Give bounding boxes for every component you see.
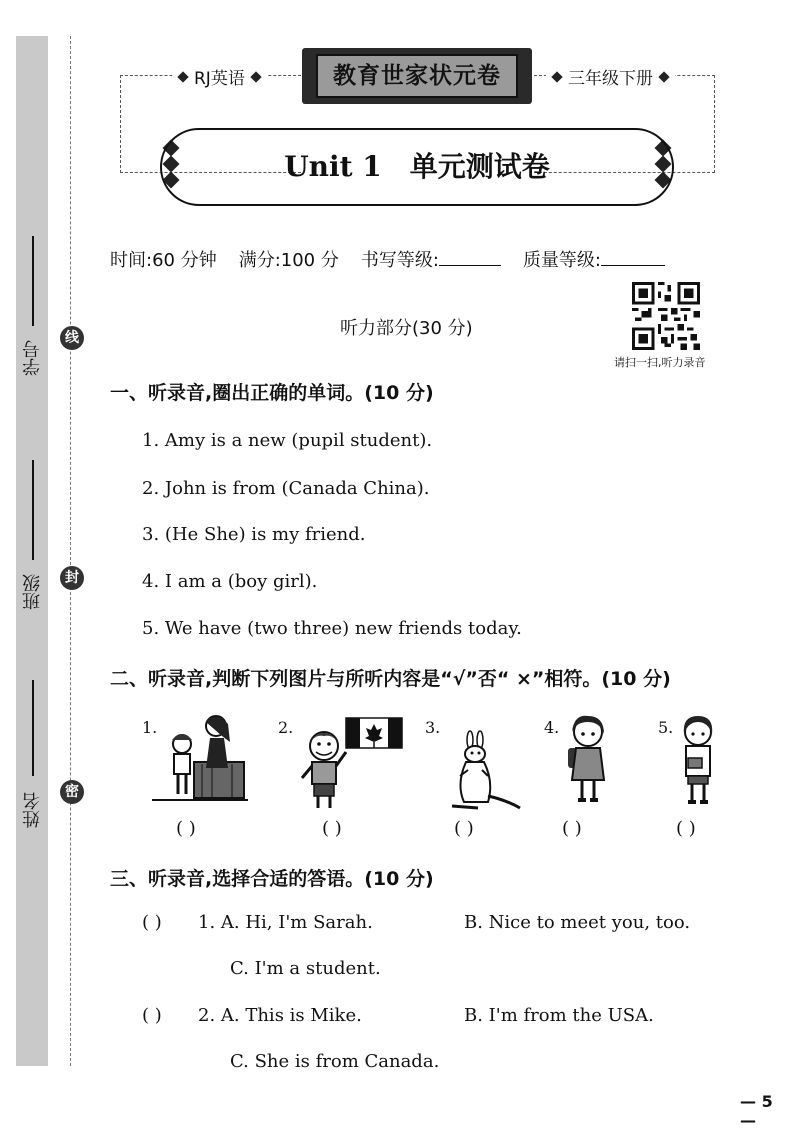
writing-grade-label: 书写等级: bbox=[360, 250, 439, 271]
girl-with-backpack-image bbox=[560, 714, 616, 806]
quality-grade-label: 质量等级: bbox=[522, 250, 602, 271]
exam-score: 满分:100 分 bbox=[238, 250, 339, 271]
option-c: C. I'm a student. bbox=[230, 958, 381, 979]
title-unit: Unit 1 bbox=[284, 150, 382, 183]
picture-number: 2. bbox=[278, 718, 294, 737]
answer-blank[interactable]: ( ) bbox=[142, 1005, 162, 1026]
option-c: C. She is from Canada. bbox=[230, 1051, 440, 1072]
answer-blank[interactable]: ( ) bbox=[176, 818, 196, 839]
exam-time: 时间:60 分钟 bbox=[110, 250, 217, 271]
diamond-icon bbox=[658, 71, 669, 82]
picture-number: 5. bbox=[658, 718, 674, 737]
answer-blank[interactable]: ( ) bbox=[454, 818, 474, 839]
writing-grade-blank[interactable] bbox=[439, 247, 501, 266]
listening-part-title: 听力部分(30 分) bbox=[340, 318, 473, 339]
subject-tag-text: RJ英语 bbox=[194, 69, 245, 89]
name-label: 姓名 bbox=[22, 792, 43, 828]
answer-blank[interactable]: ( ) bbox=[562, 818, 582, 839]
section2-heading: 二、听录音,判断下列图片与所听内容是“√”否“ ×”相符。(10 分) bbox=[110, 668, 671, 690]
series-banner-text: 教育世家状元卷 bbox=[316, 54, 518, 98]
diamond-icon bbox=[250, 71, 261, 82]
picture-number: 1. bbox=[142, 718, 158, 737]
picture-number: 3. bbox=[425, 718, 441, 737]
cut-line bbox=[70, 36, 71, 1066]
name-line bbox=[32, 680, 34, 776]
qr-code[interactable] bbox=[632, 282, 700, 350]
series-banner bbox=[302, 48, 532, 104]
student-id-line bbox=[32, 236, 34, 326]
grade-tag bbox=[546, 64, 675, 89]
diamond-icon bbox=[551, 71, 562, 82]
section1-item: 4. I am a (boy girl). bbox=[142, 571, 318, 592]
girl-with-book-image bbox=[672, 714, 724, 806]
page-title bbox=[160, 128, 674, 206]
student-id-label: 学号 bbox=[22, 340, 43, 376]
seal-secret: 密 bbox=[60, 780, 84, 804]
option-b: B. I'm from the USA. bbox=[464, 1005, 654, 1026]
picture-number: 4. bbox=[544, 718, 560, 737]
grade-tag-text: 三年级下册 bbox=[568, 69, 653, 89]
section1-item: 3. (He She) is my friend. bbox=[142, 524, 366, 545]
boy-with-canada-flag-image bbox=[294, 716, 404, 812]
section1-heading: 一、听录音,圈出正确的单词。(10 分) bbox=[110, 382, 434, 404]
section1-item: 1. Amy is a new (pupil student). bbox=[142, 430, 433, 451]
seal-line: 线 bbox=[60, 326, 84, 350]
page-number: — 5 — bbox=[740, 1092, 773, 1130]
option-a: 1. A. Hi, I'm Sarah. bbox=[198, 912, 373, 933]
teacher-and-student-image bbox=[150, 712, 250, 802]
section1-item: 5. We have (two three) new friends today. bbox=[142, 618, 522, 639]
subject-tag bbox=[172, 64, 267, 89]
seal-seal: 封 bbox=[60, 566, 84, 590]
section3-heading: 三、听录音,选择合适的答语。(10 分) bbox=[110, 868, 434, 890]
option-a: 2. A. This is Mike. bbox=[198, 1005, 362, 1026]
answer-blank[interactable]: ( ) bbox=[142, 912, 162, 933]
title-test: 单元测试卷 bbox=[409, 150, 550, 183]
diamond-icon bbox=[177, 71, 188, 82]
quality-grade-blank[interactable] bbox=[601, 247, 665, 266]
qr-caption: 请扫一扫,听力录音 bbox=[614, 356, 706, 369]
answer-blank[interactable]: ( ) bbox=[676, 818, 696, 839]
answer-blank[interactable]: ( ) bbox=[322, 818, 342, 839]
option-b: B. Nice to meet you, too. bbox=[464, 912, 691, 933]
class-label: 班级 bbox=[22, 574, 43, 610]
section1-item: 2. John is from (Canada China). bbox=[142, 478, 430, 499]
class-line bbox=[32, 460, 34, 560]
kangaroo-image bbox=[444, 728, 524, 812]
exam-info bbox=[110, 246, 665, 272]
